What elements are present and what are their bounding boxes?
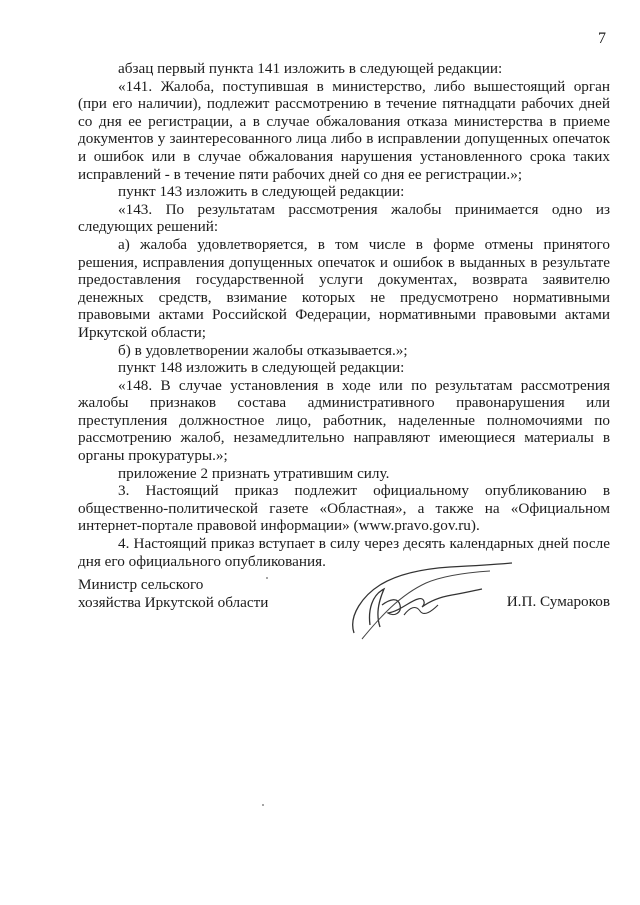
- paragraph: б) в удовлетворении жалобы отказывается.»;: [118, 341, 408, 359]
- signatory-name: И.П. Сумароков: [506, 593, 610, 610]
- scan-speck: [266, 577, 268, 579]
- paragraph: пункт 148 изложить в следующей редакции:: [118, 359, 405, 377]
- paragraph: «143. По результатам рассмотрения жалобы принимается одно из следующих решений:: [78, 200, 610, 236]
- paragraph: пункт 143 изложить в следующей редакции:: [118, 183, 405, 201]
- position-line: хозяйства Иркутской области: [78, 593, 269, 611]
- page-number: 7: [598, 30, 606, 47]
- paragraph: 3. Настоящий приказ подлежит официальному опубликованию в общественно-политической газете «Областная», а также на «Официальном интернет-портале правовой информации» (www.pravo.gov.ru).: [78, 482, 610, 535]
- position-line: Министр сельского: [78, 576, 204, 593]
- signatory-position: [78, 576, 268, 611]
- paragraph: «141. Жалоба, поступившая в министерство, либо вышестоящий орган (при его наличии), подлежит рассмотрению в течение пятнадцати рабочих дней со дня ее регистрации, а в случае обжалования отказа министерства в приеме документов у заинтересованного лица либо в исправлении допущенных опечаток и ошибок или в случае обжалования нарушения установленного срока таких исправлений - в течение пяти рабочих дней со дня ее регистрации.»;: [78, 77, 610, 183]
- paragraph: абзац первый пункта 141 изложить в следующей редакции:: [118, 60, 503, 77]
- scan-speck: [262, 804, 264, 806]
- paragraph: а) жалоба удовлетворяется, в том числе в форме отмены принятого решения, исправления допущенных опечаток и ошибок в выданных в результате предоставления государственной услуги документах, возврата заявителю денежных средств, взимание которых не предусмотрено нормативными правовыми актами Российской Федерации, нормативными правовыми актами Иркутской области;: [78, 235, 610, 341]
- paragraph: «148. В случае установления в ходе или по результатам рассмотрения жалобы признаков состава административного правонарушения или преступления должностное лицо, работник, наделенные полномочиями по рассмотрению жалоб, незамедлительно направляют имеющиеся материалы в органы прокуратуры.»;: [78, 376, 610, 465]
- paragraph: приложение 2 признать утратившим силу.: [118, 464, 390, 482]
- paragraph: 4. Настоящий приказ вступает в силу через десять календарных дней после дня его официального опубликования.: [78, 535, 610, 570]
- document-body: [78, 60, 610, 570]
- handwritten-signature: [340, 555, 520, 645]
